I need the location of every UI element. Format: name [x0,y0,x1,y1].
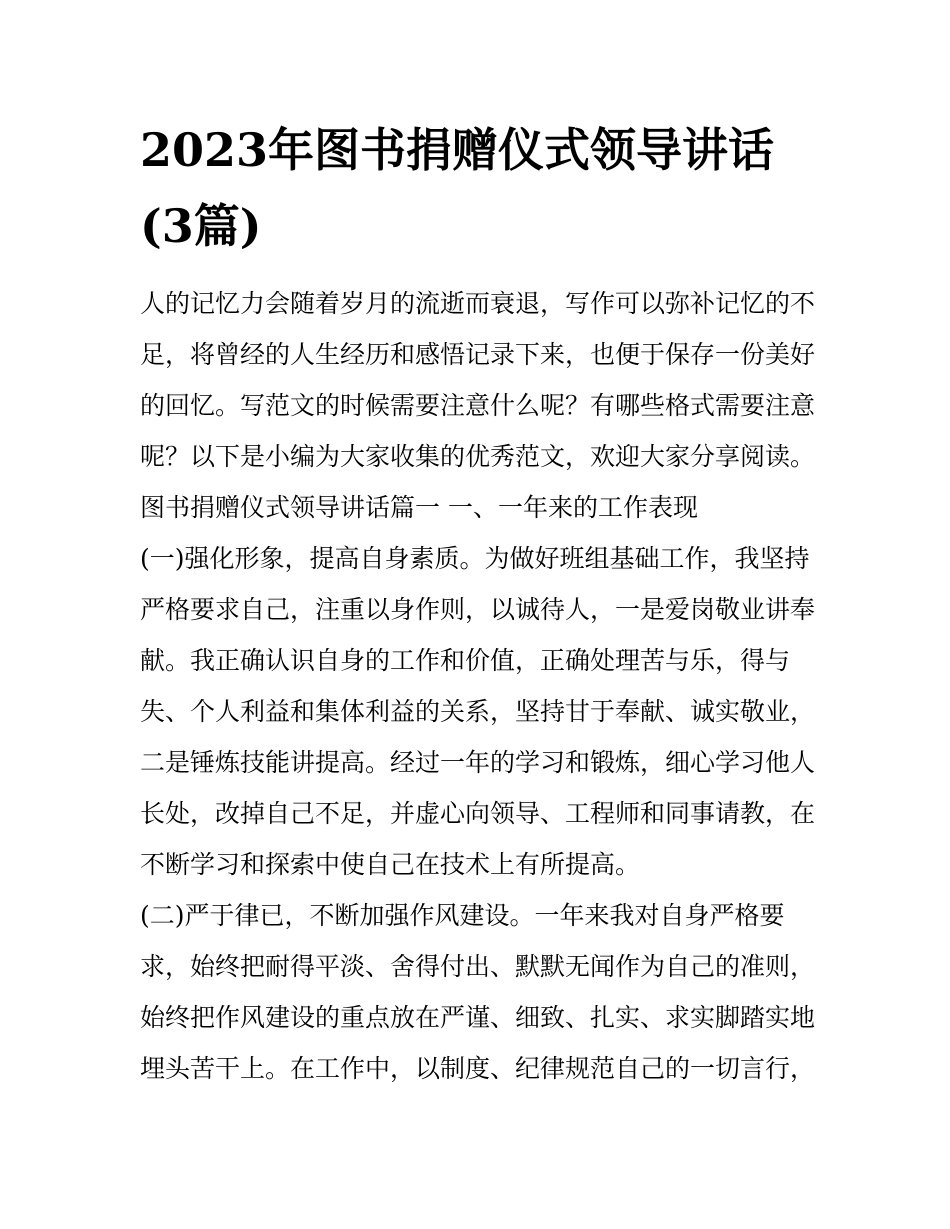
body-line: 长处，改掉自己不足，并虚心向领导、工程师和同事请教，在 [140,799,816,828]
body-line: 献。我正确认识自身的工作和价值，正确处理苦与乐，得与 [140,646,791,675]
body-line: 人的记忆力会随着岁月的流逝而衰退，写作可以弥补记忆的不 [140,289,816,318]
body-line: 的回忆。写范文的时候需要注意什么呢？有哪些格式需要注意 [140,391,816,420]
body-line: 图书捐赠仪式领导讲话篇一 一、一年来的工作表现 [140,493,698,522]
body-line: 呢？以下是小编为大家收集的优秀范文，欢迎大家分享阅读。 [140,442,816,471]
body-line: 失、个人利益和集体利益的关系，坚持甘于奉献、诚实敬业， [140,697,816,726]
body-line: (二)严于律已，不断加强作风建设。一年来我对自身严格要 [140,901,785,930]
body-line: 严格要求自己，注重以身作则，以诚待人，一是爱岗敬业讲奉 [140,595,816,624]
body-line: (一)强化形象，提高自身素质。为做好班组基础工作，我坚持 [140,544,810,573]
body-line: 二是锤炼技能讲提高。经过一年的学习和锻炼，细心学习他人 [140,748,816,777]
body-line: 始终把作风建设的重点放在严谨、细致、扎实、求实脚踏实地 [140,1003,816,1032]
title-line: (3篇) [140,199,262,253]
title-line: 2023年图书捐赠仪式领导讲话 [140,123,775,177]
body-line: 足，将曾经的人生经历和感悟记录下来，也便于保存一份美好 [140,340,816,369]
document-title [140,112,820,264]
document-body [140,278,830,1094]
body-line: 不断学习和探索中使自己在技术上有所提高。 [140,850,641,879]
body-line: 埋头苦干上。在工作中，以制度、纪律规范自己的一切言行， [140,1054,816,1083]
body-line: 求，始终把耐得平淡、舍得付出、默默无闻作为自己的准则， [140,952,816,981]
